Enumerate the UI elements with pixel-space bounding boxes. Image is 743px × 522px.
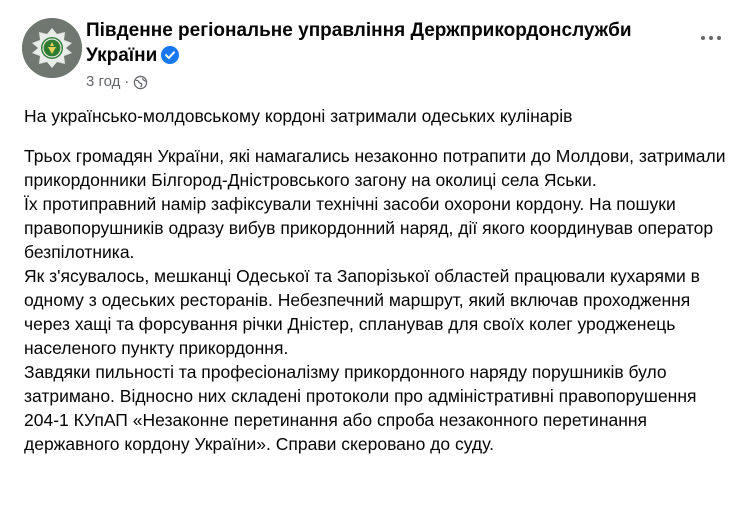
post-headline: На українсько-молдовському кордоні затримали одеських кулінарів (24, 106, 573, 126)
post-paragraph: Завдяки пильності та професіоналізму прикордонного наряду порушників було затримано. Відносно них складені протоколи про адміністративні правопорушення 204-1 КУпАП «Незаконне перетинання або спроба незаконного перетинання державного кордону України». Справи скеровано до суду. (24, 362, 697, 454)
more-options-icon (701, 36, 705, 40)
post-header (16, 12, 727, 102)
post-paragraph: Як з'ясувалось, мешканці Одеської та Запорізької областей працювали кухарями в одному з одеських ресторанів. Небезпечний маршрут, який включав проходження через хащі та форсування річки Дністер, спланував для своїх колег уродженець населеного пункту прикордоння. (24, 266, 700, 358)
post-time[interactable]: 3 год (86, 73, 121, 90)
globe-icon[interactable] (133, 75, 148, 90)
page-avatar[interactable] (22, 18, 82, 78)
more-options-button[interactable] (695, 26, 727, 50)
more-options-dot (717, 36, 721, 40)
post-meta (86, 72, 646, 92)
verified-badge-icon (161, 46, 179, 64)
post-paragraph: Їх протиправний намір зафіксували технічні засоби охорони кордону. На пошуки правопорушників одразу вибув прикордонний наряд, дії якого координував оператор безпілотника. (24, 194, 714, 262)
author-name-text[interactable]: Південне регіональне управління Держприкордонслужби України (86, 20, 632, 66)
author-block (86, 18, 646, 92)
post-content (24, 104, 727, 456)
more-options-dot (709, 36, 713, 40)
border-guard-emblem-icon (22, 18, 82, 78)
meta-separator: · (124, 73, 130, 90)
post-paragraph: Трьох громадян України, які намагались незаконно потрапити до Молдови, затримали прикордонники Білгород-Дністровського загону на околиці села Яськи. (24, 146, 726, 190)
author-name[interactable] (86, 18, 646, 68)
